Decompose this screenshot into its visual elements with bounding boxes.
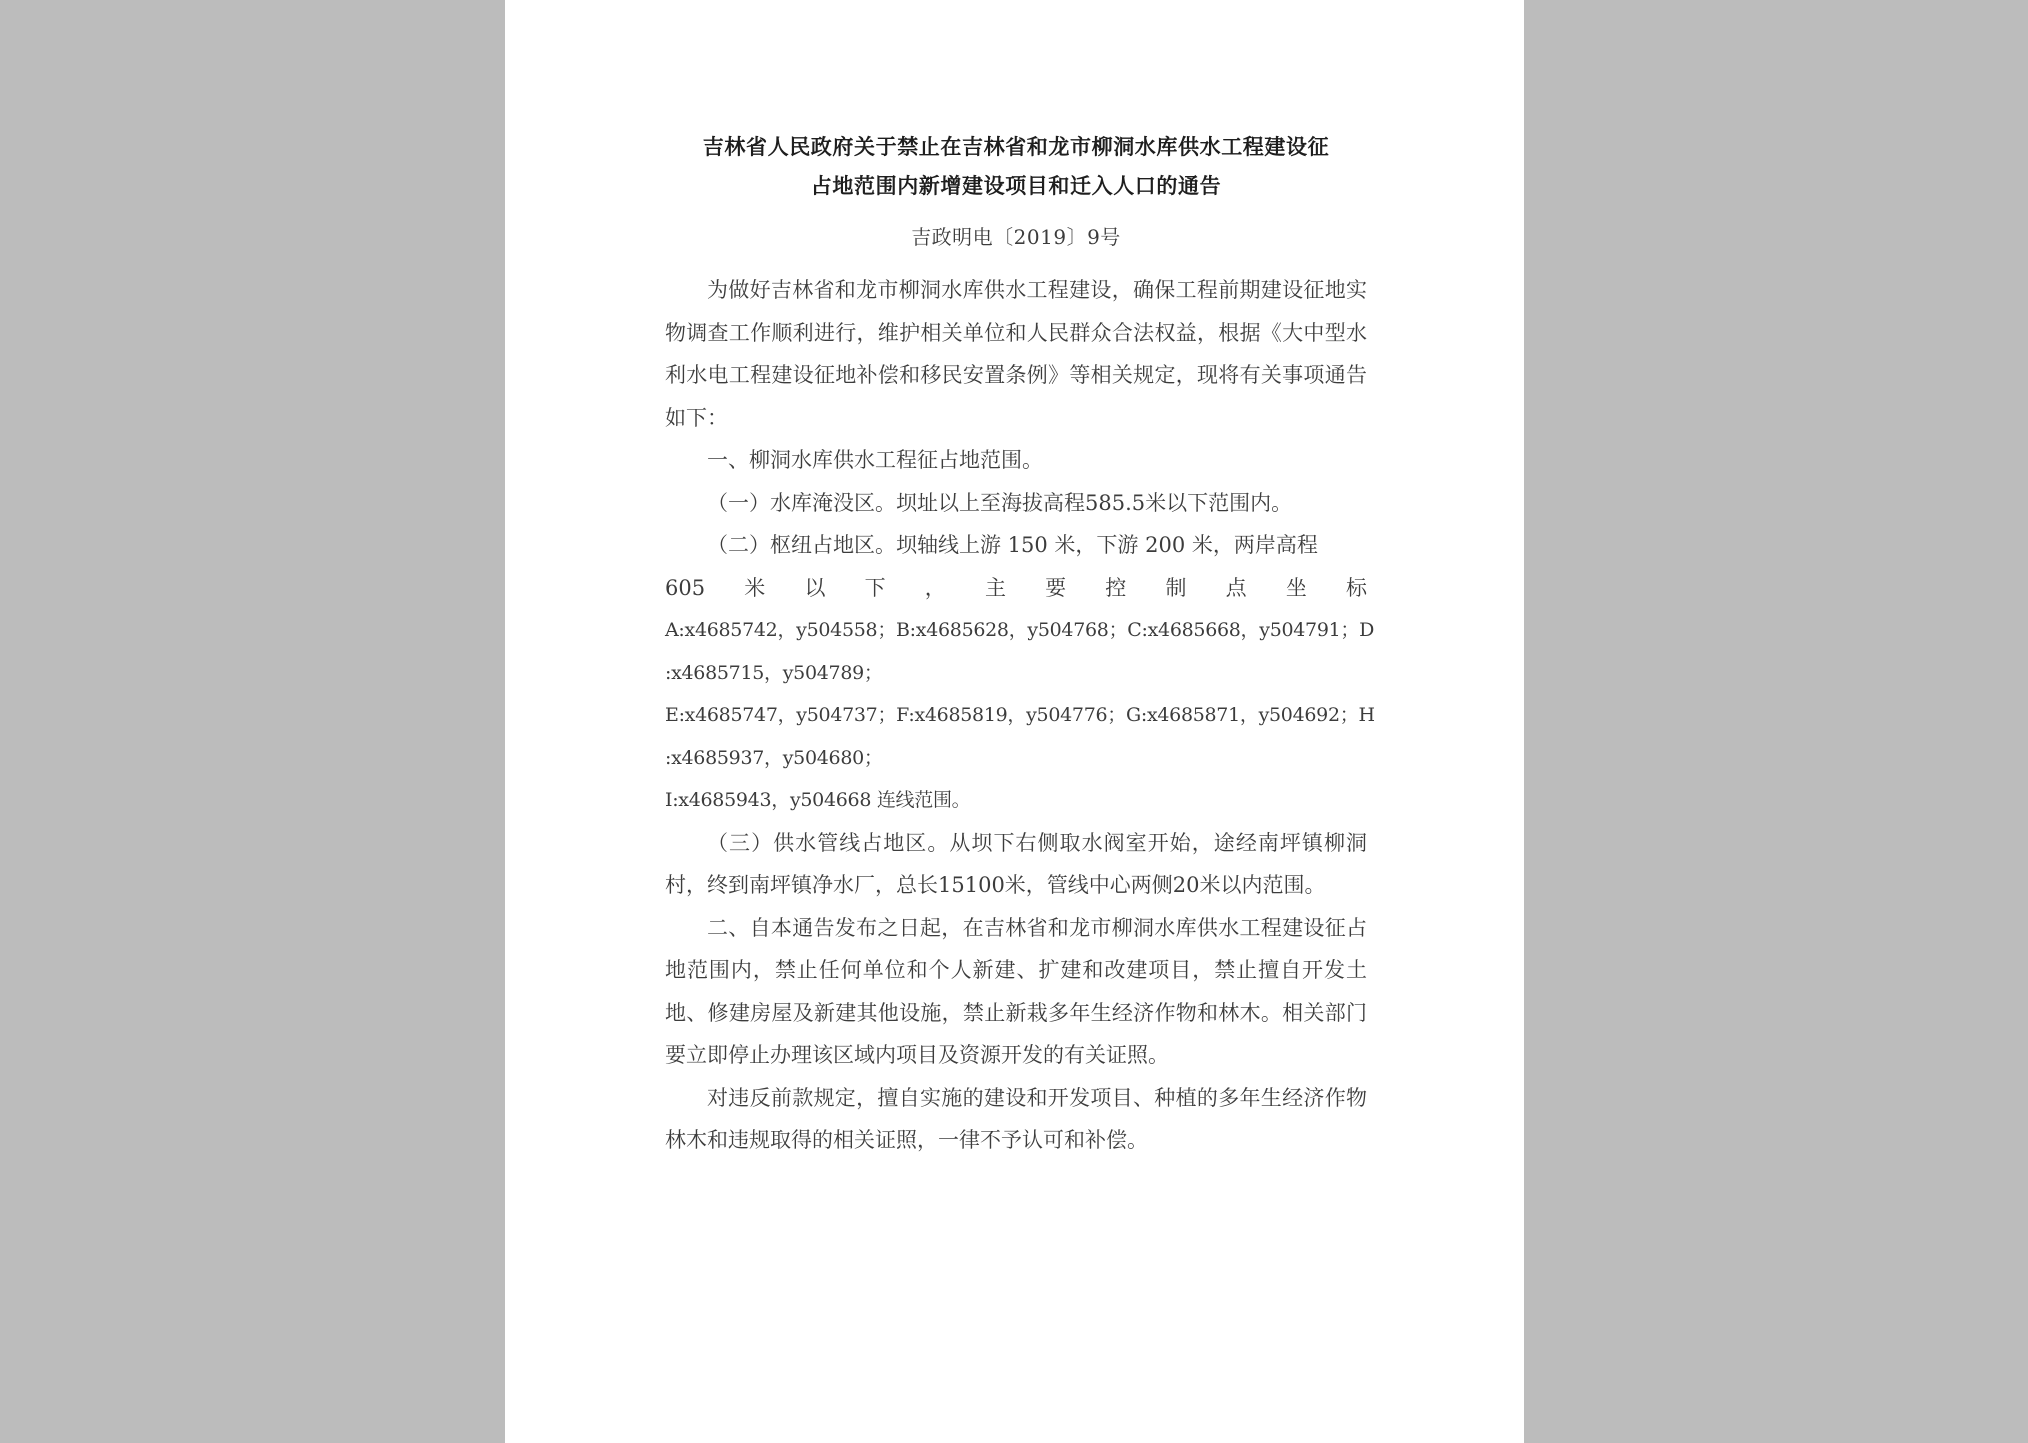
section-2-paragraph: 二、自本通告发布之日起，在吉林省和龙市柳洞水库供水工程建设征占地范围内，禁止任何单位和个人新建、扩建和改建项目，禁止擅自开发土地、修建房屋及新建其他设施，禁止新栽多年生经济作物和林木。相关部门要立即停止办理该区域内项目及资源开发的有关证照。 bbox=[665, 915, 1367, 1067]
intro-paragraph: 为做好吉林省和龙市柳洞水库供水工程建设，确保工程前期建设征地实物调查工作顺利进行，维护相关单位和人民群众合法权益，根据《大中型水利水电工程建设征地补偿和移民安置条例》等相关规定，现将有关事项通告如下： bbox=[665, 278, 1367, 430]
item-3-paragraph: （三）供水管线占地区。从坝下右侧取水阀室开始，途经南坪镇柳洞村，终到南坪镇净水厂，总长15100米，管线中心两侧20米以内范围。 bbox=[665, 830, 1367, 897]
item-2-word: 标 bbox=[1345, 575, 1367, 600]
section-1-heading: 一、柳洞水库供水工程征占地范围。 bbox=[707, 448, 1043, 472]
item-2-line-1: （二）枢纽占地区。坝轴线上游 150 米，下游 200 米，两岸高程 bbox=[707, 533, 1318, 557]
section-2-note-paragraph: 对违反前款规定，擅自实施的建设和开发项目、种植的多年生经济作物林木和违规取得的相关证照，一律不予认可和补偿。 bbox=[665, 1085, 1367, 1152]
coordinates-line-2: :x4685715，y504789； bbox=[665, 661, 883, 684]
item-2-word: 坐 bbox=[1285, 575, 1307, 600]
coordinates-line-5: I:x4685943，y504668 连线范围。 bbox=[665, 789, 971, 811]
item-2-word: 要 bbox=[1045, 575, 1067, 600]
item-2-word: 以 bbox=[804, 575, 826, 600]
item-1-paragraph: （一）水库淹没区。坝址以上至海拔高程585.5米以下范围内。 bbox=[707, 490, 1293, 515]
title-line-2: 占地范围内新增建设项目和迁入人口的通告 bbox=[810, 174, 1222, 198]
page-content bbox=[665, 128, 1375, 1162]
item-2-word: 点 bbox=[1225, 575, 1247, 600]
item-2-word: 制 bbox=[1165, 575, 1187, 600]
item-2-line-2 bbox=[665, 567, 1367, 610]
item-2-word: 米 bbox=[744, 575, 766, 600]
item-2-word: 控 bbox=[1105, 575, 1127, 600]
item-2-word: 主 bbox=[984, 575, 1006, 600]
document-number: 吉政明电〔2019〕9号 bbox=[911, 225, 1121, 249]
title-line-1: 吉林省人民政府关于禁止在吉林省和龙市柳洞水库供水工程建设征 bbox=[702, 135, 1330, 159]
item-2-word: 605 bbox=[665, 575, 706, 600]
item-2-word: ， bbox=[924, 575, 946, 600]
document-title bbox=[665, 128, 1367, 206]
item-2-word: 下 bbox=[864, 575, 886, 600]
document-page bbox=[505, 0, 1524, 1443]
coordinates-line-4: :x4685937，y504680； bbox=[665, 746, 883, 769]
coordinates-line-1: A:x4685742，y504558；B:x4685628，y504768；C:x4685668，y504791；D bbox=[665, 619, 1375, 641]
coordinates-line-3: E:x4685747，y504737；F:x4685819，y504776；G:x4685871，y504692；H bbox=[665, 704, 1375, 726]
